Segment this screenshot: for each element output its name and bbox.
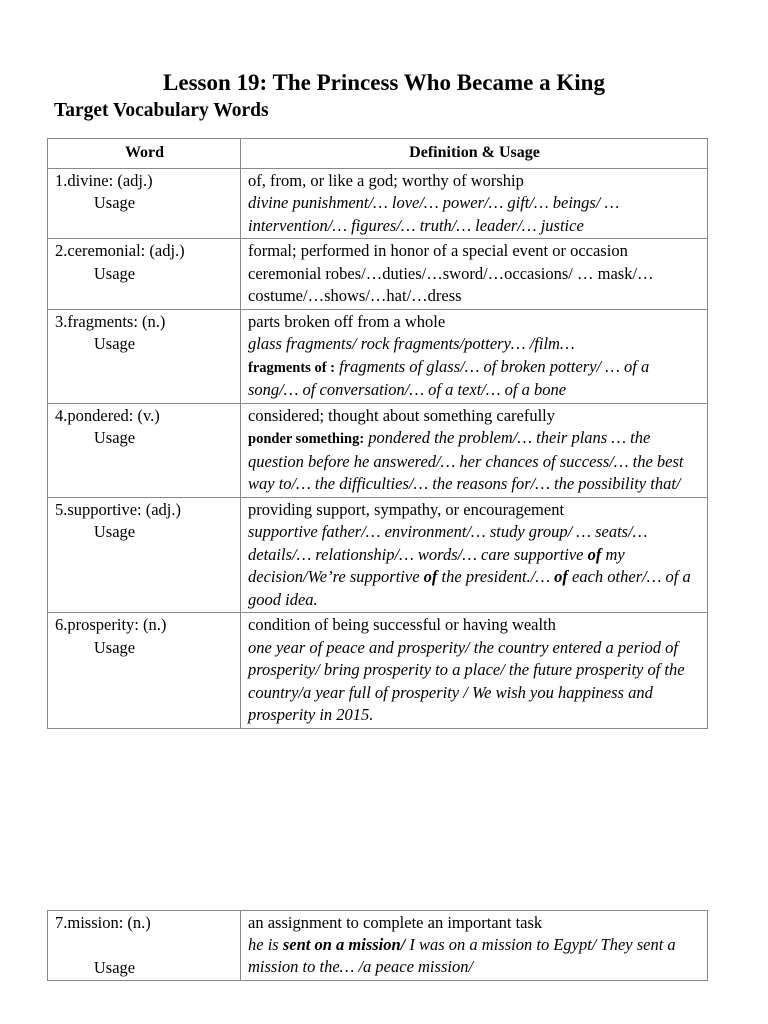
- usage-text-b: my decision/We’re supportive: [248, 544, 625, 586]
- usage-examples: ceremonial robes/…duties/…sword/…occasions/ … mask/…costume/…shows/…hat/…dress: [248, 263, 654, 305]
- word-cell: [48, 911, 241, 981]
- word-cell: [48, 403, 241, 497]
- table-row: [48, 168, 708, 239]
- word-cell: [48, 613, 241, 729]
- word-term: 1.divine: (adj.): [55, 170, 153, 190]
- word-cell: [48, 497, 241, 613]
- definition-cell: [241, 239, 708, 310]
- usage-label: Usage: [93, 958, 136, 977]
- definition-cell: [241, 497, 708, 613]
- usage-emphasis: sent on a mission/: [282, 935, 406, 954]
- usage-keyword: fragments of :: [248, 359, 335, 376]
- usage-keyword: ponder something:: [248, 431, 365, 447]
- definition-text: providing support, sympathy, or encouragement: [248, 499, 565, 519]
- table-row: [48, 309, 708, 403]
- table-row: [48, 613, 708, 729]
- definition-cell: [241, 403, 708, 497]
- usage-examples: divine punishment/… love/… power/… gift/… beings/ … intervention/… figures/… truth/… leader/… justice: [248, 193, 620, 235]
- definition-cell: [241, 309, 708, 403]
- vocabulary-table: [47, 138, 708, 729]
- usage-label: Usage: [93, 522, 136, 541]
- usage-label: Usage: [93, 428, 136, 447]
- word-term: 2.ceremonial: (adj.): [55, 241, 185, 260]
- usage-examples-text: fragments of glass/… of broken pottery/ … of a song/… of conversation/… of a text/… of a bone: [248, 356, 650, 399]
- usage-text-c: the president./…: [437, 567, 555, 586]
- word-term: 3.fragments: (n.): [55, 311, 166, 331]
- usage-emphasis: of: [423, 567, 438, 586]
- page-title: Lesson 19: The Princess Who Became a King: [163, 70, 605, 95]
- word-cell: [48, 168, 241, 239]
- definition-text: an assignment to complete an important task: [248, 913, 543, 932]
- usage-examples: [248, 427, 701, 496]
- header-word: Word: [48, 139, 241, 169]
- usage-examples: glass fragments/ rock fragments/pottery… /film…: [248, 334, 575, 353]
- word-term: 7.mission: (n.): [55, 913, 151, 932]
- table-row: [48, 403, 708, 497]
- usage-label: Usage: [93, 193, 136, 212]
- vocabulary-table-continued: [47, 910, 708, 981]
- table-header-row: [48, 139, 708, 169]
- table-row: [48, 497, 708, 613]
- header-definition: Definition & Usage: [241, 139, 708, 169]
- definition-cell: [241, 613, 708, 729]
- definition-cell: [241, 168, 708, 239]
- word-term: 4.pondered: (v.): [55, 405, 160, 425]
- usage-emphasis: of: [554, 567, 568, 586]
- definition-cell: [241, 911, 708, 981]
- usage-emphasis: of: [587, 544, 602, 564]
- page-subtitle: Target Vocabulary Words: [54, 100, 269, 121]
- usage-examples-2: [248, 356, 701, 402]
- usage-text-d: each other/… of a good idea.: [248, 567, 691, 609]
- definition-text: considered; thought about something carefully: [248, 405, 556, 425]
- word-term: 5.supportive: (adj.): [55, 499, 182, 519]
- word-cell: [48, 239, 241, 310]
- usage-text-b: I was on a mission to Egypt/ They sent a mission to the… /a peace mission/: [248, 935, 676, 976]
- usage-examples: [248, 934, 701, 978]
- table-row: [48, 911, 708, 981]
- definition-text: condition of being successful or having wealth: [248, 615, 556, 634]
- usage-text-a: supportive father/… environment/… study group/ … seats/… details/… relationship/… words/… care supportive: [248, 522, 648, 564]
- table-row: [48, 239, 708, 310]
- usage-text-a: he is: [248, 935, 283, 954]
- word-term: 6.prosperity: (n.): [55, 615, 167, 634]
- definition-text: parts broken off from a whole: [248, 311, 446, 331]
- usage-label: Usage: [93, 263, 136, 283]
- usage-label: Usage: [93, 334, 136, 353]
- definition-text: formal; performed in honor of a special event or occasion: [248, 241, 628, 260]
- word-cell: [48, 309, 241, 403]
- definition-text: of, from, or like a god; worthy of worship: [248, 170, 524, 190]
- usage-examples: one year of peace and prosperity/ the country entered a period of prosperity/ bring prosperity to a place/ the future prosperity of the country/a year full of prosperity / We wish you happiness and prosperity in 2015.: [248, 637, 685, 724]
- usage-examples-text: pondered the problem/… their plans … the question before he answered/… her chances of success/… the best way to/… the difficulties/… the reasons for/… the possibility that/: [248, 428, 684, 493]
- usage-examples: [248, 521, 701, 611]
- usage-label: Usage: [93, 637, 136, 657]
